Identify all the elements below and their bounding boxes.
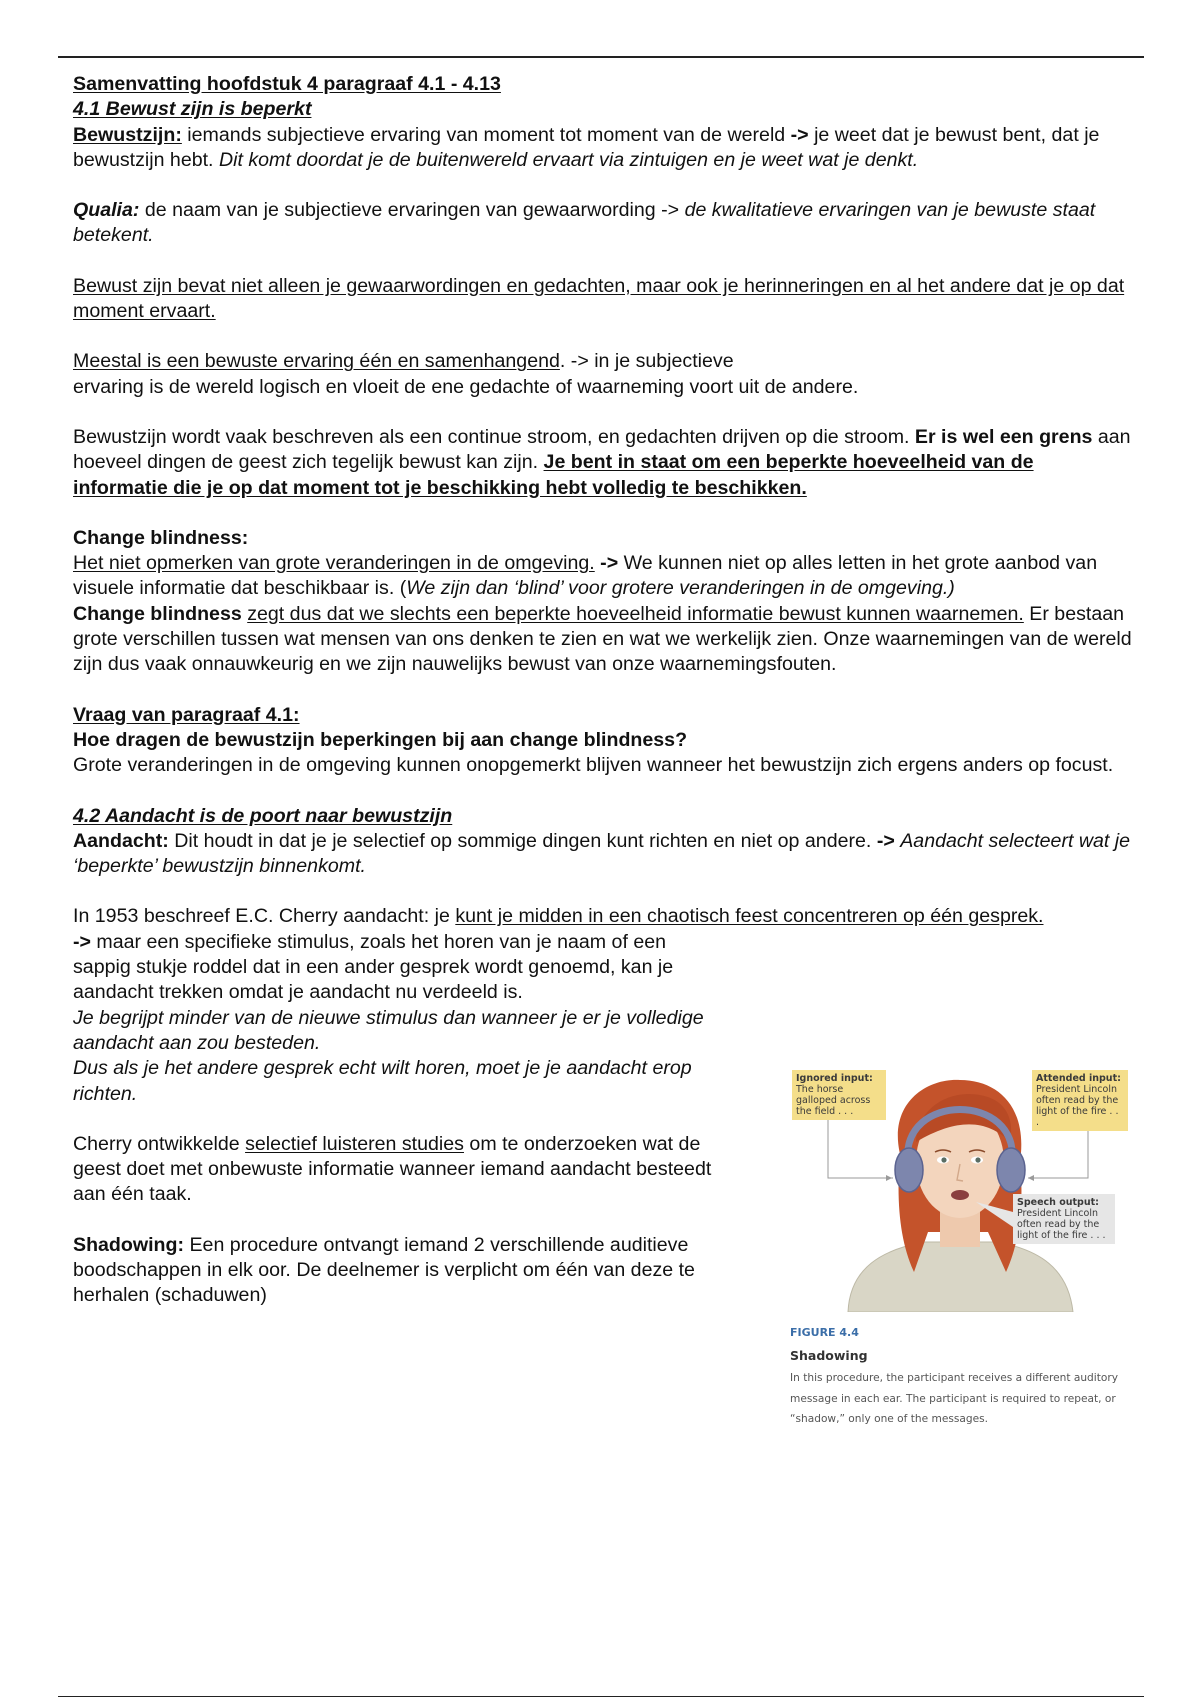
left-column [73,930,723,1309]
section-4-2-heading: 4.2 Aandacht is de poort naar bewustzijn [73,804,453,827]
shadowing-term: Shadowing: [73,1233,185,1256]
section-4-1-heading: 4.1 Bewust zijn is beperkt [73,98,312,121]
cherry-paragraph-rest: -> maar een specifieke stimulus, zoals het horen van je naam of een sappig stukje roddel dat in een ander gesprek wordt genoemd, kan je aandacht trekken omdat je aandacht nu verdeeld is. [73,930,674,1004]
change-blindness-explanation: Change blindness zegt dus dat we slechts een beperkte hoeveelheid informatie bewust kunnen waarnemen. Er bestaan grote verschillen tussen wat mensen van ons denken te zien en wat we werkelijk zien. Onze waarnemingen van de wereld zijn dus vaak onnauwkeurig en we zijn nauwelijks bewust van onze waarnemingsfouten. [73,602,1132,676]
ignored-input-callout: Ignored input: The horse galloped across the field . . . [792,1070,886,1120]
studies-paragraph: Cherry ontwikkelde selectief luisteren studies om te onderzoeken wat de geest doet met onbewuste informatie wanneer iemand aandacht besteedt aan één taak. [73,1132,712,1206]
aandacht-term: Aandacht: [73,829,169,852]
change-blindness-heading: Change blindness: [73,526,249,549]
bewustzijn-paragraph: Bewustzijn: iemands subjectieve ervaring van moment tot moment van de wereld -> je weet dat je bewust bent, dat je bewustzijn hebt. Dit komt doordat je de buitenwereld ervaart via zintuigen en je weet wat je denkt. [73,123,1100,171]
meestal-paragraph: Meestal is een bewuste ervaring één en samenhangend. -> in je subjectieve ervaring is de wereld logisch en vloeit de ene gedachte of waarneming voort uit de andere. [73,350,859,398]
bewust-zijn-bevat-paragraph: Bewust zijn bevat niet alleen je gewaarwordingen en gedachten, maar ook je herinneringen en al het andere dat je op dat moment ervaart. [73,274,1125,323]
figure-label: FIGURE 4.4 [790,1326,859,1339]
qualia-paragraph: Qualia: de naam van je subjectieve ervaringen van gewaarwording -> de kwalitatieve ervaringen van je bewuste staat betekent. [73,199,1096,247]
vraag-answer: Grote veranderingen in de omgeving kunnen onopgemerkt blijven wanneer het bewustzijn zich ergens anders op focust. [73,754,1114,777]
bewustzijn-term: Bewustzijn: [73,123,182,146]
shadowing-paragraph: Shadowing: Een procedure ontvangt iemand 2 verschillende auditieve boodschappen in elk oor. De deelnemer is verplicht om één van deze te herhalen (schaduwen) [73,1233,695,1307]
shadowing-figure [788,1062,1133,1432]
vraag-question: Hoe dragen de bewustzijn beperkingen bij aan change blindness? [73,728,688,751]
top-rule [58,56,1144,58]
stroom-paragraph: Bewustzijn wordt vaak beschreven als een continue stroom, en gedachten drijven op die stroom. Er is wel een grens aan hoeveel dingen de geest zich tegelijk bewust kan zijn. Je bent in staat om een beperkte hoeveelheid van de informatie die je op dat moment tot je beschikking hebt volledig te beschikken. [73,425,1131,499]
figure-title: Shadowing [790,1348,868,1363]
aandacht-paragraph: Aandacht: Dit houdt in dat je je selectief op sommige dingen kunt richten en niet op andere. -> Aandacht selecteert wat je ‘beperkte’ bewustzijn binnenkomt. [73,829,1131,878]
document-title: Samenvatting hoofdstuk 4 paragraaf 4.1 - 4.13 [73,73,501,95]
cherry-paragraph-line1: In 1953 beschreef E.C. Cherry aandacht: je kunt je midden in een chaotisch feest concentreren op één gesprek. [73,905,1044,928]
cherry-italic-1: Je begrijpt minder van de nieuwe stimulus dan wanneer je er je volledige aandacht aan zou besteden. [73,1006,704,1054]
change-blindness-definition: Het niet opmerken van grote veranderingen in de omgeving. -> We kunnen niet op alles letten in het grote aanbod van visuele informatie dat beschikbaar is. (We zijn dan ‘blind’ voor grotere veranderingen in de omgeving.) [73,552,1098,600]
cherry-italic-2: Dus als je het andere gesprek echt wilt horen, moet je je aandacht erop richten. [73,1057,692,1105]
vraag-heading: Vraag van paragraaf 4.1: [73,703,300,726]
figure-caption: In this procedure, the participant receives a different auditory message in each ear. The participant is required to repeat, or “shadow,” only one of the messages. [790,1372,1118,1425]
bottom-rule [58,1696,1144,1697]
speech-output-callout: Speech output: President Lincoln often read by the light of the fire . . . [1013,1194,1115,1244]
qualia-term: Qualia: [73,199,140,222]
attended-input-callout: Attended input: President Lincoln often read by the light of the fire . . . [1032,1070,1128,1131]
